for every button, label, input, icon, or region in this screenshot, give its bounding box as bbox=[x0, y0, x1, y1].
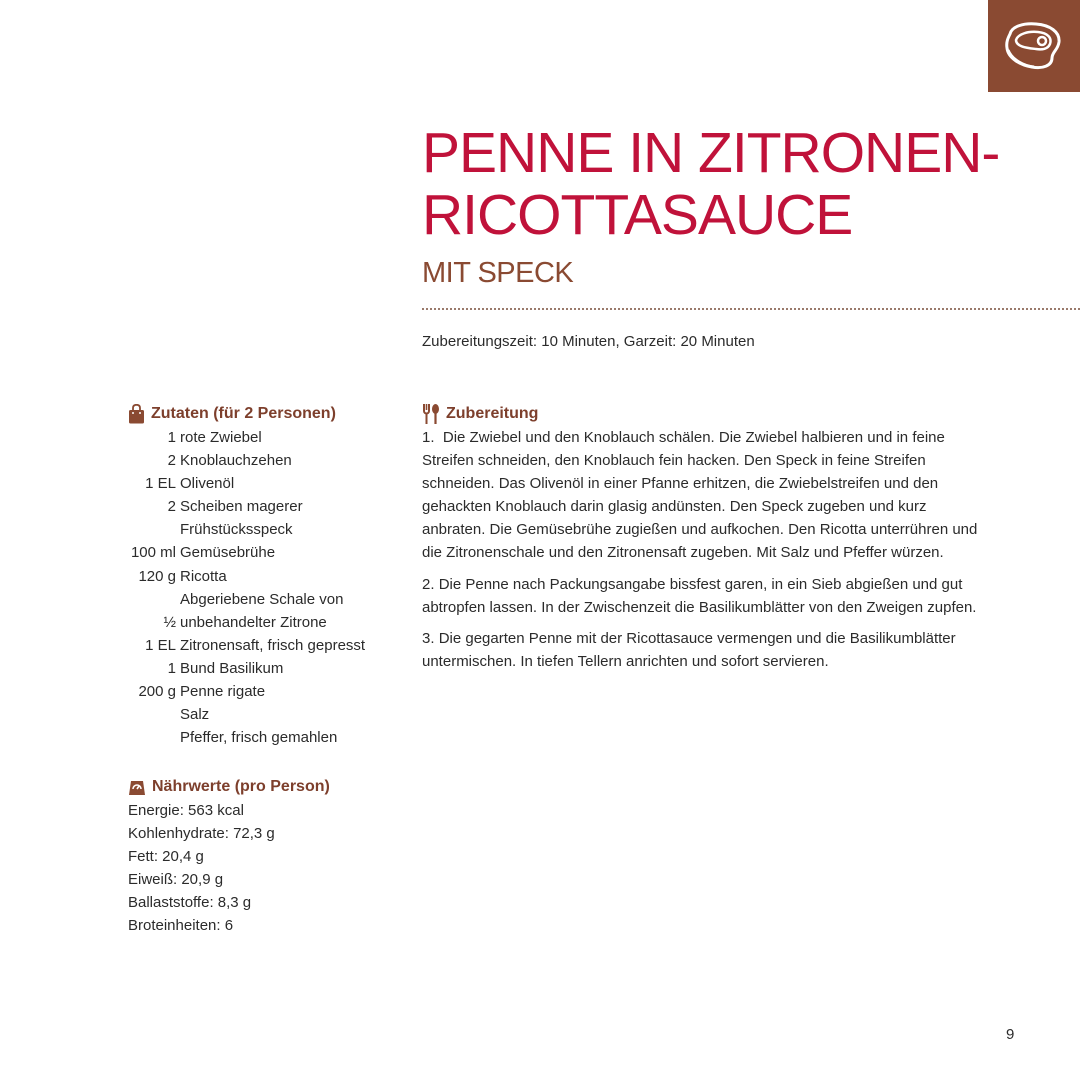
nutrition-value: Ballaststoffe: 8,3 g bbox=[128, 894, 252, 911]
step-text: Die Penne nach Packungsangabe bissfest garen, in ein Sieb abgießen und gut abtropfen lassen. In der Zwischenzeit die Basilikumblätter von den Zweigen zupfen. bbox=[422, 575, 977, 616]
cutlery-icon bbox=[422, 403, 440, 425]
ingredient-name: Abgeriebene Schale von unbehandelter Zitrone bbox=[180, 590, 344, 631]
ingredient-amount: 1 bbox=[167, 429, 176, 446]
ingredient-row bbox=[128, 634, 408, 657]
ingredient-name: Knoblauchzehen bbox=[180, 452, 292, 470]
recipe-subtitle: MIT SPECK bbox=[422, 257, 574, 289]
step-text: Die gegarten Penne mit der Ricottasauce vermengen und die Basilikumblätter untermischen. In tiefen Tellern anrichten und sofort servieren. bbox=[422, 629, 956, 670]
step-number: 3. bbox=[422, 629, 435, 647]
preparation-step bbox=[422, 627, 992, 673]
ingredient-amount: 2 bbox=[167, 498, 176, 516]
preparation-section bbox=[422, 403, 992, 681]
ingredient-row bbox=[128, 703, 408, 726]
ingredient-row bbox=[128, 565, 408, 588]
ingredients-section bbox=[128, 403, 408, 749]
ingredient-row bbox=[128, 495, 408, 541]
ingredient-row bbox=[128, 426, 408, 449]
step-text: Die Zwiebel und den Knoblauch schälen. Die Zwiebel halbieren und in feine Streifen schneiden, den Knoblauch fein hacken. Den Speck in feine Streifen schneiden. Das Olivenöl in einer Pfanne erhitzen, die Zwiebelstreifen und den gehackten Knoblauch darin glasig andünsten. Den Speck zugeben und kurz anbraten. Die Gemüsebrühe zugießen und aufkochen. Den Ricotta unterrühren und die Zitronenschale und den Zitronensaft zugeben. Mit Salz und Pfeffer würzen. bbox=[422, 429, 978, 562]
nutrition-value: Energie: 563 kcal bbox=[128, 802, 244, 819]
ingredient-amount bbox=[128, 726, 180, 749]
ingredient-amount: 1 bbox=[167, 659, 176, 677]
preparation-heading-label: Zubereitung bbox=[446, 405, 539, 422]
ingredients-heading-label: Zutaten (für 2 Personen) bbox=[151, 405, 336, 422]
recipe-title bbox=[422, 122, 999, 246]
ingredients-heading bbox=[128, 403, 408, 425]
ingredient-amount: 2 bbox=[167, 452, 176, 470]
ingredient-name: Pfeffer, frisch gemahlen bbox=[180, 729, 338, 747]
nutrition-value: Kohlenhydrate: 72,3 g bbox=[128, 825, 275, 842]
ingredient-name: Ricotta bbox=[180, 567, 227, 585]
ingredient-row bbox=[128, 726, 408, 749]
ingredient-name: Bund Basilikum bbox=[180, 659, 284, 677]
nutrition-value: Eiweiß: 20,9 g bbox=[128, 871, 224, 888]
step-number: 1. bbox=[422, 429, 435, 446]
ingredient-amount: 120 g bbox=[138, 567, 176, 585]
ingredient-amount: 1 EL bbox=[145, 636, 176, 654]
ingredient-row bbox=[128, 588, 408, 634]
ingredient-name: Zitronensaft, frisch gepresst bbox=[180, 636, 366, 654]
ingredient-amount bbox=[128, 703, 180, 726]
ingredient-row bbox=[128, 449, 408, 472]
nutrition-heading bbox=[128, 776, 408, 798]
ingredient-name: Scheiben magerer Frühstücksspeck bbox=[180, 498, 303, 539]
nutrition-value: Broteinheiten: 6 bbox=[128, 917, 234, 934]
title-line-2: RICOTTASAUCE bbox=[422, 183, 853, 247]
scale-icon bbox=[128, 779, 146, 796]
ingredient-row bbox=[128, 541, 408, 564]
nutrition-value: Fett: 20,4 g bbox=[128, 848, 204, 865]
steak-icon bbox=[1002, 20, 1066, 72]
preparation-heading bbox=[422, 403, 992, 425]
ingredient-name: rote Zwiebel bbox=[180, 429, 262, 446]
ingredient-row bbox=[128, 472, 408, 495]
ingredient-row bbox=[128, 657, 408, 680]
page-number: 9 bbox=[1006, 1026, 1015, 1043]
category-badge bbox=[988, 0, 1080, 92]
dotted-divider bbox=[422, 308, 1080, 310]
ingredient-amount: 200 g bbox=[138, 683, 176, 701]
ingredient-amount: 1 EL bbox=[145, 475, 176, 493]
nutrition-section bbox=[128, 776, 408, 937]
nutrition-heading-label: Nährwerte (pro Person) bbox=[152, 778, 330, 795]
step-number: 2. bbox=[422, 575, 435, 593]
ingredient-row bbox=[128, 680, 408, 703]
ingredient-name: Gemüsebrühe bbox=[180, 544, 276, 562]
ingredient-name: Salz bbox=[180, 706, 210, 724]
preparation-step bbox=[422, 573, 992, 619]
shopping-bag-icon bbox=[128, 404, 145, 424]
ingredient-amount: 100 ml bbox=[130, 544, 176, 562]
ingredient-name: Olivenöl bbox=[180, 475, 235, 493]
preparation-step bbox=[422, 426, 992, 565]
title-line-1: PENNE IN ZITRONEN- bbox=[422, 121, 1000, 185]
ingredient-amount: ½ bbox=[163, 613, 176, 631]
preparation-times: Zubereitungszeit: 10 Minuten, Garzeit: 20 Minuten bbox=[422, 333, 755, 350]
ingredient-name: Penne rigate bbox=[180, 683, 266, 701]
